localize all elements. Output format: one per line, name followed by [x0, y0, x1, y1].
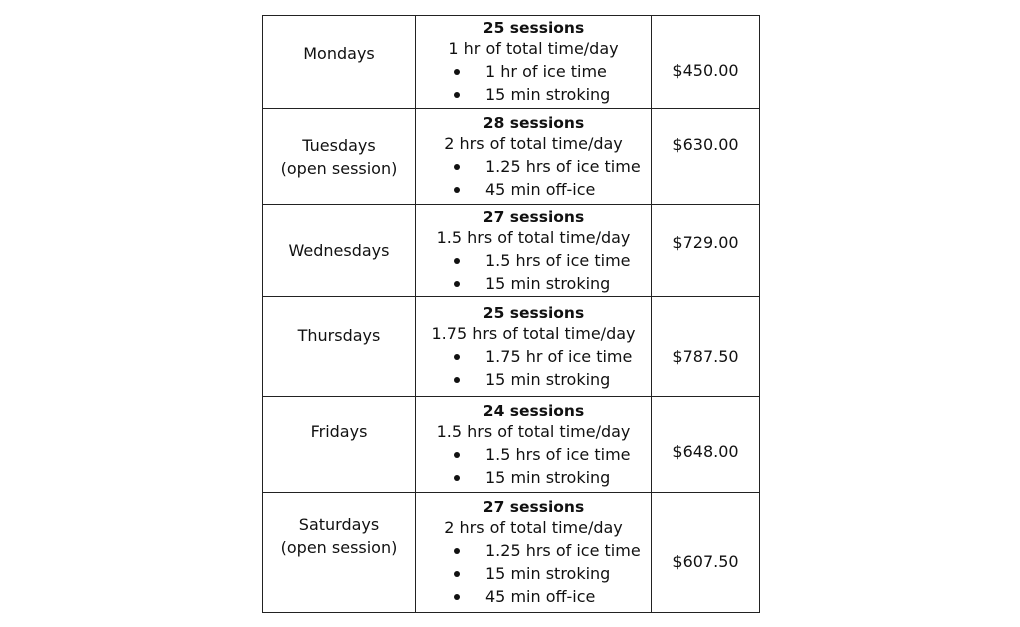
list-item: [416, 178, 651, 201]
list-item: [416, 272, 651, 295]
details-cell: [416, 205, 652, 297]
list-item: [416, 562, 651, 585]
schedule-table: [262, 15, 760, 613]
price-value: $729.00: [672, 233, 739, 252]
sessions-count: 25 sessions: [482, 19, 585, 37]
bullet-icon: [454, 187, 460, 193]
table-row: [263, 297, 760, 397]
bullet-icon: [454, 164, 460, 170]
list-item: [416, 249, 651, 272]
list-item-text: 15 min stroking: [485, 369, 611, 389]
list-item: [416, 83, 651, 106]
details-cell: [416, 397, 652, 493]
total-time: 1 hr of total time/day: [448, 39, 619, 58]
list-item-text: 15 min stroking: [485, 273, 611, 293]
bullet-icon: [454, 548, 460, 554]
time-breakdown-list: [416, 60, 651, 106]
sessions-count: 27 sessions: [482, 207, 585, 226]
bullet-icon: [454, 452, 460, 458]
bullet-icon: [454, 354, 460, 360]
table-row: [263, 397, 760, 493]
day-label: Thursdays: [297, 326, 381, 345]
price-cell: [652, 205, 760, 297]
price-cell: [652, 297, 760, 397]
day-cell: [263, 493, 416, 613]
details-cell: [416, 16, 652, 109]
bullet-icon: [454, 258, 460, 264]
day-note: (open session): [280, 158, 398, 178]
price-value: $787.50: [672, 347, 739, 366]
total-time: 2 hrs of total time/day: [444, 518, 623, 537]
total-time: 1.75 hrs of total time/day: [431, 323, 636, 343]
list-item: [416, 443, 651, 466]
total-time: 1.5 hrs of total time/day: [436, 227, 631, 247]
list-item-text: 1.5 hrs of ice time: [485, 444, 631, 464]
sessions-count: 25 sessions: [482, 303, 585, 322]
list-item-text: 15 min stroking: [485, 467, 611, 487]
bullet-icon: [454, 377, 460, 383]
price-value: $648.00: [672, 442, 739, 461]
day-note: (open session): [280, 537, 398, 557]
day-label: Tuesdays: [302, 135, 376, 155]
list-item: [416, 345, 651, 368]
bullet-icon: [454, 594, 460, 600]
day-cell: [263, 397, 416, 493]
table-row: [263, 109, 760, 205]
list-item-text: 45 min off-ice: [485, 179, 596, 199]
bullet-icon: [454, 475, 460, 481]
list-item: [416, 368, 651, 391]
day-label: Saturdays: [298, 514, 380, 534]
price-cell: [652, 397, 760, 493]
total-time: 1.5 hrs of total time/day: [436, 421, 631, 441]
price-cell: [652, 16, 760, 109]
time-breakdown-list: [416, 539, 651, 608]
list-item-text: 1.5 hrs of ice time: [485, 250, 631, 270]
list-item-text: 1.75 hr of ice time: [485, 346, 633, 366]
list-item: [416, 466, 651, 489]
day-cell: [263, 205, 416, 297]
list-item-text: 15 min stroking: [485, 564, 611, 583]
details-cell: [416, 297, 652, 397]
list-item-text: 1 hr of ice time: [485, 62, 607, 81]
time-breakdown-list: [416, 249, 651, 295]
price-cell: [652, 109, 760, 205]
list-item-text: 1.25 hrs of ice time: [485, 156, 641, 176]
details-cell: [416, 493, 652, 613]
list-item-text: 45 min off-ice: [485, 587, 596, 606]
time-breakdown-list: [416, 345, 651, 391]
table-row: [263, 205, 760, 297]
sessions-count: 27 sessions: [482, 498, 585, 516]
bullet-icon: [454, 92, 460, 98]
table-row: [263, 16, 760, 109]
time-breakdown-list: [416, 155, 651, 201]
total-time: 2 hrs of total time/day: [444, 133, 623, 153]
price-value: $450.00: [672, 60, 739, 80]
day-label: Mondays: [303, 43, 375, 63]
bullet-icon: [454, 69, 460, 75]
list-item: [416, 155, 651, 178]
sessions-count: 28 sessions: [482, 113, 585, 132]
day-cell: [263, 109, 416, 205]
bullet-icon: [454, 571, 460, 577]
day-label: Fridays: [310, 422, 368, 441]
price-value: $607.50: [672, 552, 739, 571]
list-item-text: 1.25 hrs of ice time: [485, 541, 641, 560]
list-item: [416, 60, 651, 83]
list-item-text: 15 min stroking: [485, 85, 611, 104]
day-cell: [263, 16, 416, 109]
list-item: [416, 585, 651, 608]
day-cell: [263, 297, 416, 397]
price-value: $630.00: [672, 135, 739, 154]
table-row: [263, 493, 760, 613]
list-item: [416, 539, 651, 562]
price-cell: [652, 493, 760, 613]
time-breakdown-list: [416, 443, 651, 489]
day-label: Wednesdays: [288, 241, 390, 260]
sessions-count: 24 sessions: [482, 401, 585, 420]
bullet-icon: [454, 281, 460, 287]
details-cell: [416, 109, 652, 205]
